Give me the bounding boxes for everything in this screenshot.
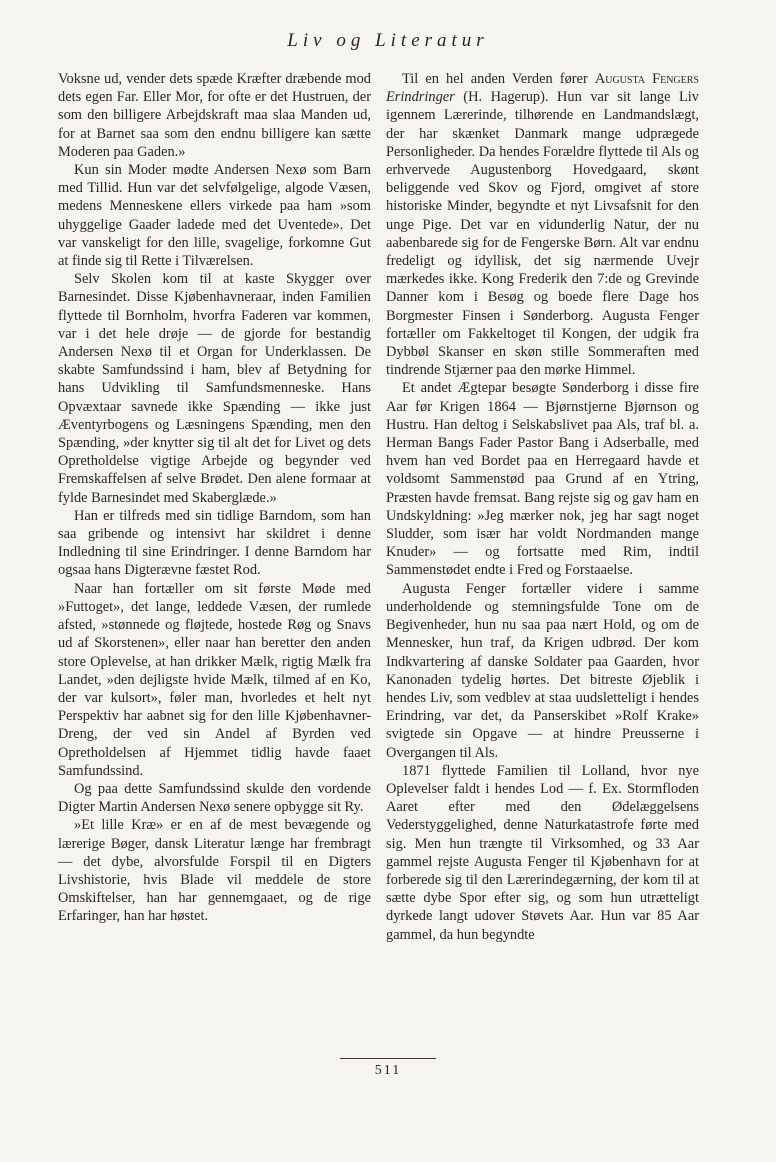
right-column xyxy=(386,70,699,944)
running-head: Liv og Literatur xyxy=(287,30,489,51)
author-name: Augusta Fengers xyxy=(594,71,699,87)
paragraph: Naar han fortæller om sit første Møde med »Futtoget», det lange, leddede Væsen, der rumlede afsted, »stønnede og fløjtede, hostede Røg og Snavs ud af Skorstenen», eller naar han beretter den anden store Oplevelse, at han drikker Mælk, rigtig Mælk fra Landet, »den dejligste hvide Mælk, tilmed af en Ko, der var kulsort», føler man, hvorledes et helt nyt Perspektiv har aabnet sig for den lille Kjøbenhavner-Dreng, der ved sin Andel af Byrden ved Opretholdelsen af Hjemmet tidlig havde faaet Samfundssind. xyxy=(58,580,371,779)
page-number: 511 xyxy=(374,1063,402,1078)
paragraph: Voksne ud, vender dets spæde Kræfter dræbende mod dets egen Far. Eller Mor, for ofte er det Hustruen, der som den billigere Arbejdskraft maa slaa Manden ud, for at Barnet saa som den endnu billigere kan sætte Moderen paa Gaden.» xyxy=(58,71,371,160)
folio-rule xyxy=(340,1058,436,1059)
paragraph: Han er tilfreds med sin tidlige Barndom, som han saa gribende og intensivt har skildret i denne Indledning til sine Erindringer. I denne Barndom har ogsaa hans Digterævne fæstet Rod. xyxy=(58,507,371,579)
book-title: Erindringer xyxy=(386,89,455,106)
paragraph: Og paa dette Samfundssind skulde den vordende Digter Martin Andersen Nexø senere opbygge sit Ry. xyxy=(58,780,371,816)
paragraph: 1871 flyttede Familien til Lolland, hvor nye Oplevelser faldt i hendes Lod — f. Ex. Stormfloden Aaret efter med den Ødelæggelsens Vederstyggelighed, denne Naturkatastrofe førte med sig. Men hun trængte til Virksomhed, og 33 Aar gammel rejste Augusta Fenger til Kjøbenhavn for at forberede sig til den Lærerindegærning, der kom til at sætte dybe Spor efter sig, og som hun utrætteligt dyrkede langt udover Støvets Aar. Hun var 85 Aar gammel, da hun begyndte xyxy=(386,762,699,943)
text-run: Til en hel anden Verden fører xyxy=(402,71,595,87)
paragraph: Augusta Fenger fortæller videre i samme underholdende og stemningsfulde Tone om de Begivenheder, hun nu saa paa nært Hold, og om de Mennesker, hun traf, da Krigen udbrød. Der kom Indkvartering af danske Soldater paa Gaarden, hvor Kanonaden tydelig hørtes. Det bitreste Øjeblik i hendes Liv, som vedblev at staa uudsletteligt i hendes Erindring, var det, da Panserskibet »Rolf Krake» svigtede sin Opgave — at hindre Preusserne i Overgangen til Als. xyxy=(386,580,699,761)
text-run: (H. Hagerup). Hun var sit lange Liv igennem Lærerinde, tilhørende en Landmandslægt, der har skænket Danmark mange udprægede Personligheder. Da hendes Forældre flyttede til Als og erhvervede Augustenborg Hovedgaard, skønt beliggende ved Skov og Fjord, omgivet af store historiske Minder, begyndte et nyt Livsafsnit for den unge Pige. Det var en vidunderlig Natur, der nu aabenbarede sig for de Fengerske Børn. Alt var endnu fredeligt og idyllisk, det sig nærmende Uvejr mærkedes ikke. Kong Frederik den 7:de og Grevinde Danner kom i Besøg og boede flere Dage hos Borgmester Finsen i Sønderborg. Augusta Fenger fortæller om Fakkeltoget til Kongen, der udgik fra Dybbøl Skanser en skøn stille Sommeraften med tindrende Stjærner paa den mørke Himmel. xyxy=(386,89,699,379)
paragraph: Et andet Ægtepar besøgte Sønderborg i disse fire Aar før Krigen 1864 — Bjørnstjerne Bjørnson og Hustru. Han deltog i Selskabslivet paa Als, traf bl. a. Herman Bangs Fader Pastor Bang i Adserballe, med hvem han ved Bordet paa en Herregaard havde et voldsomt Sammenstød paa Grund af en Ytring, Præsten havde fremsat. Bang rejste sig og gav ham en Undskyldning: »Jeg mærker nok, jeg har sagt noget Sludder, som især har voldt Nordmanden mange Knuder» — og fortsatte med Rim, indtil Sammenstødet endte i Fred og Forstaaelse. xyxy=(386,380,699,579)
paragraph: Selv Skolen kom til at kaste Skygger over Barnesindet. Disse Kjøbenhavneraar, inden Familien flyttede til Bornholm, hvorfra Faderen var kommen, var i det hele drøje — de gjorde for bestandig Andersen Nexø til et Organ for Underklassen. De skabte Samfundssind i ham, blev af Betydning for hans Udvikling til Samfundsmenneske. Hans Opvæxtaar savnede ikke Spænding — ikke just Æventyrbogens og Læsningens Spænding, men den Spænding, »der knytter sig til alt det for Livet og dets Opretholdelse vigtige Arbejde og begynder ved Fremskaffelsen af selve Brødet. Den alene formaar at fylde Barnesindet med Skaberglæde.» xyxy=(58,271,371,506)
paragraph: Kun sin Moder mødte Andersen Nexø som Barn med Tillid. Hun var det selvfølgelige, algode Væsen, medens Menneskene ellers virkede paa ham »som uhyggelige Gaader ladede med det Uventede». Det var vanskeligt for den lille, svagelige, forkomne Gut at finde sig til Rette i Tilværelsen. xyxy=(58,162,371,270)
paragraph xyxy=(386,70,699,379)
left-column xyxy=(58,70,371,926)
paragraph: »Et lille Kræ» er en af de mest bevægende og lærerige Bøger, dansk Literatur længe har frembragt — det dybe, alvorsfulde Forspil til en Digters Livshistorie, hvis Blade vil meddele de store Omskiftelser, han har gennemgaaet, og de rige Erfaringer, han har høstet. xyxy=(58,817,371,925)
